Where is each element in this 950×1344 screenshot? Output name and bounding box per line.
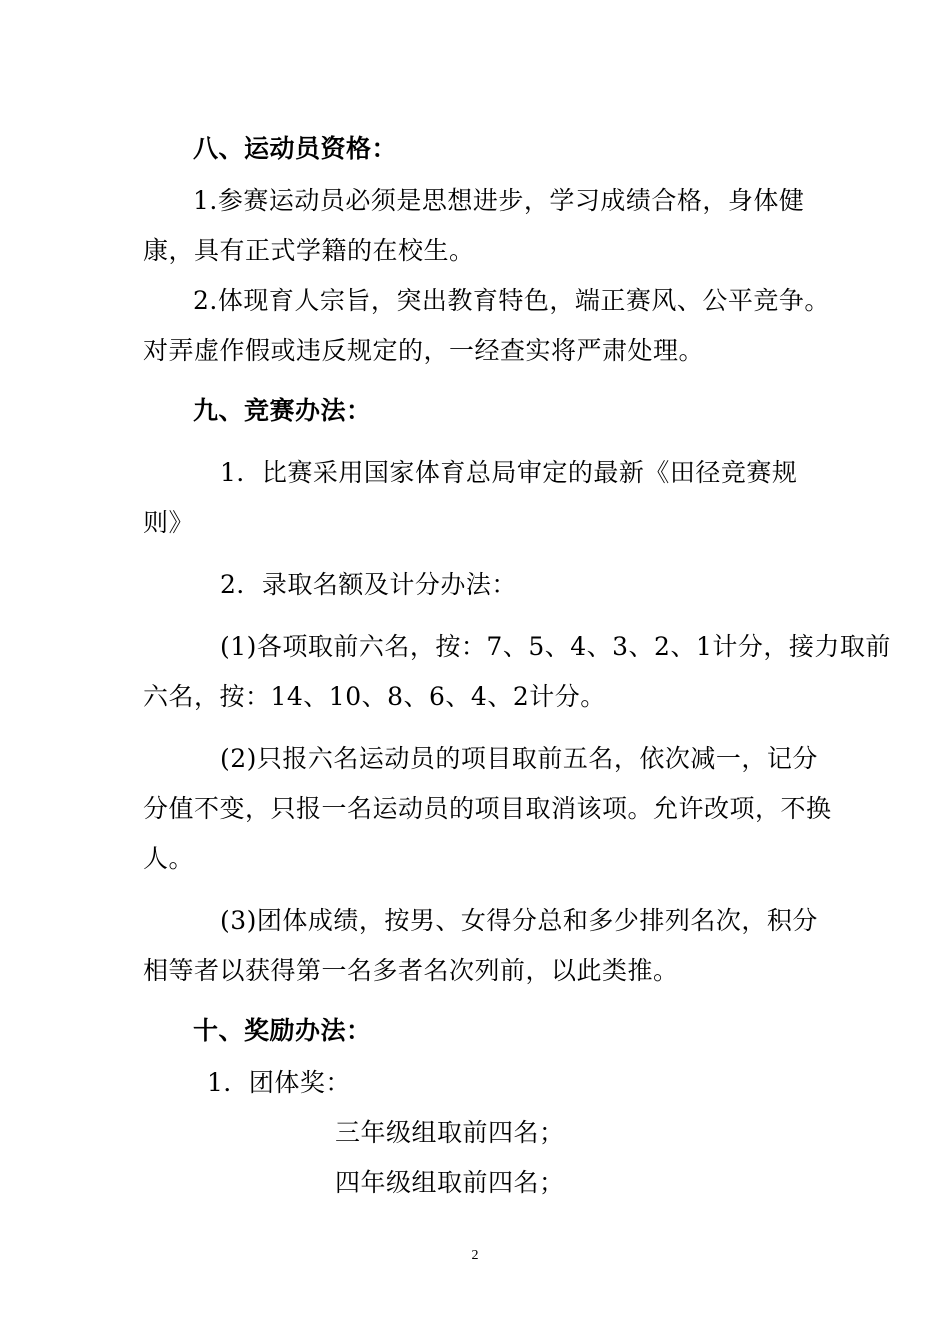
- paragraph-line: 对弄虚作假或违反规定的，一经查实将严肃处理。: [143, 336, 705, 365]
- section-heading-10: 十、奖励办法：: [193, 1016, 372, 1045]
- paragraph-line: 1.参赛运动员必须是思想进步，学习成绩合格，身体健: [193, 186, 805, 215]
- section-heading-8: 八、运动员资格：: [193, 134, 398, 163]
- list-item: 四年级组取前四名；: [335, 1168, 565, 1197]
- paragraph-line: (1)各项取前六名，按：7、5、4、3、2、1计分，接力取前: [220, 632, 891, 661]
- paragraph-line: (3)团体成绩，按男、女得分总和多少排列名次，积分: [220, 906, 818, 935]
- section-heading-9: 九、竞赛办法：: [193, 396, 372, 425]
- paragraph-line: 六名，按：14、10、8、6、4、2计分。: [143, 682, 606, 711]
- paragraph-line: (2)只报六名运动员的项目取前五名，依次减一，记分: [220, 744, 818, 773]
- paragraph-line: 康，具有正式学籍的在校生。: [143, 236, 475, 265]
- paragraph-line: 则》: [143, 508, 195, 537]
- paragraph-line: 相等者以获得第一名多者名次列前，以此类推。: [143, 956, 679, 985]
- paragraph-line: 2.体现育人宗旨，突出教育特色，端正赛风、公平竞争。: [193, 286, 830, 315]
- list-item: 三年级组取前四名；: [335, 1118, 565, 1147]
- paragraph-line: 人。: [143, 844, 195, 873]
- page-number: 2: [471, 1248, 479, 1263]
- paragraph-line: 1．比赛采用国家体育总局审定的最新《田径竞赛规: [220, 458, 798, 487]
- paragraph-line: 2．录取名额及计分办法：: [220, 570, 517, 599]
- paragraph-line: 分值不变，只报一名运动员的项目取消该项。允许改项，不换: [143, 794, 832, 823]
- paragraph-line: 1．团体奖：: [207, 1068, 351, 1097]
